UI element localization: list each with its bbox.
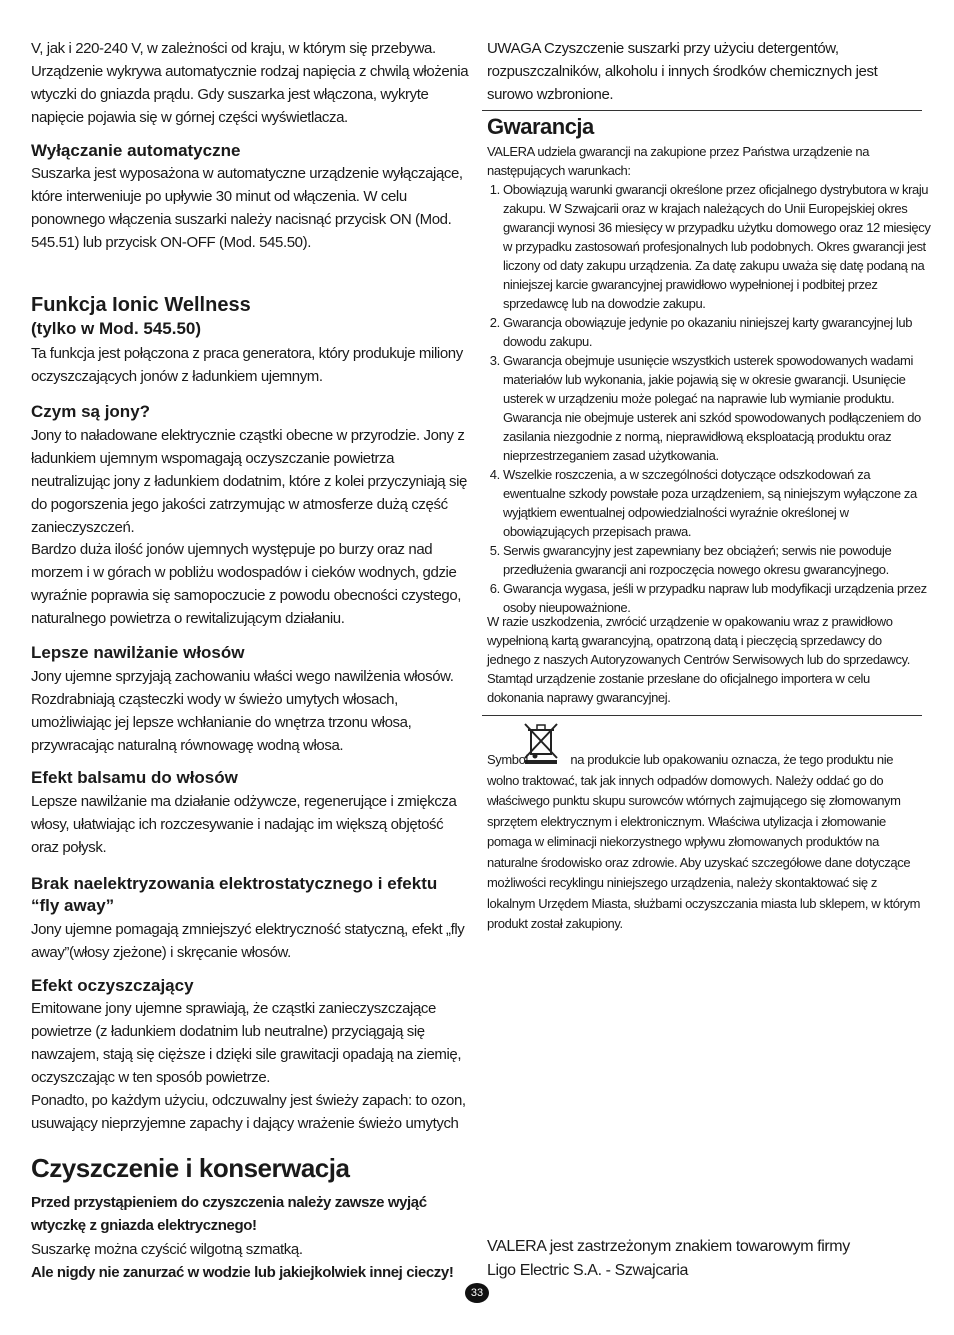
nawilz-heading: Lepsze nawilżanie włosów	[31, 643, 245, 662]
brak-text: Jony ujemne pomagają zmniejszyć elektryczność statyczną, efekt „fly away”(włosy zjeżone) i skręcanie włosów.	[31, 921, 465, 961]
jony-heading: Czym są jony?	[31, 402, 151, 421]
warranty-intro: VALERA udziela gwarancji na zakupione przez Państwa urządzenie na następujących warunkach:	[487, 144, 870, 178]
warranty-item: 5. Serwis gwarancyjny jest zapewniany bez obciążeń; serwis nie powoduje przedłużenia gwarancji ani rozpoczęcia nowego okresu gwarancyjnego.	[503, 541, 933, 579]
intro-text: V, jak i 220-240 V, w zależności od kraju, w którym się przebywa. Urządzenie wykrywa automatycznie rodzaj napięcia z chwilą włożenia wtyczki do gniazda prądu. Gdy suszarka jest włączona, wykryte napięcie pojawia się w górnej części wyświetlacza.	[31, 40, 469, 126]
clean-warning-1: Przed przystąpieniem do czyszczenia należy zawsze wyjąć wtyczkę z gniazda elektrycznego!	[31, 1194, 427, 1234]
clean-warning-2: Ale nigdy nie zanurzać w wodzie lub jakiejkolwiek innej cieczy!	[31, 1264, 454, 1281]
clean-text: Suszarkę można czyścić wilgotną szmatką.	[31, 1241, 303, 1258]
balsam-heading: Efekt balsamu do włosów	[31, 768, 238, 787]
trademark-text: VALERA jest zastrzeżonym znakiem towarowym firmy Ligo Electric S.A. - Szwajcaria	[487, 1238, 850, 1279]
warranty-item: 4. Wszelkie roszczenia, a w szczególności dotyczące odszkodowań za ewentualne szkody powstałe poza urządzeniem, są niniejszym wyłączone za wyjątkiem ewentualnej odpowiedzialności wyraźnie określonej w obowiązujących przepisach prawa.	[503, 465, 933, 541]
jony-text-2: Bardzo duża ilość jonów ujemnych występuje po burzy oraz nad morzem i w górach w pobliżu wodospadów i cieków wodnych, gdzie wyraźnie poprawia się samopoczucie z powodu obecności czystego, naturalnego powietrza o rewitalizującym działaniu.	[31, 541, 462, 627]
warranty-item: 3. Gwarancja obejmuje usunięcie wszystkich usterek spowodowanych wadami materiałów lub wykonania, jakie pojawią się w okresie gwarancji. Usunięcie usterek w urządzeniu może polegać na naprawie lub wymianie produktu. Gwarancja nie obejmuje usterek ani szkód spowodowanych podłączeniem do zasilania niezgodnie z normą, nieprawidłową eksploatacją produktu oraz nieprzestrzeganiem zasad użytkowania.	[503, 351, 933, 465]
page-number-badge: 33	[465, 1283, 489, 1303]
nawilz-text: Jony ujemne sprzyjają zachowaniu właści wego nawilżenia włosów. Rozdrabniają cząsteczki wody w świeżo umytych włosach, umożliwiając jej lepsze wchłanianie do wnętrza trzonu włosa, przywracając naturalną równowagę wodną włosa.	[31, 668, 454, 754]
warranty-heading: Gwarancja	[487, 114, 594, 139]
warranty-item: 1. Obowiązują warunki gwarancji określone przez oficjalnego dystrybutora w kraju zakupu. W Szwajcarii oraz w krajach należących do Unii Europejskiej okres gwarancji wynosi 36 miesięcy w przypadku użytku domowego oraz 12 miesięcy w przypadku zastosowań profesjonalnych lub podobnych. Okres gwarancji jest liczony od daty zakupu urządzenia. Za datę zakupu uważa się datę podaną na niniejszej karcie gwarancyjnej prawidłowo wypełnionej i podbitej przez sprzedawcę lub na dowodzie zakupu.	[503, 180, 933, 313]
oczysz-heading: Efekt oczyszczający	[31, 976, 194, 995]
oczysz-text-1: Emitowane jony ujemne sprawiają, że cząstki zanieczyszczające powietrze (z ładunkiem dodatnim lub neutralne) przyciągają się nawzajem, stają się cięższe i dzięki sile grawitacji opadają na ziemię, oczyszczając w ten sposób powietrze.	[31, 1000, 462, 1086]
warranty-item: 6. Gwarancja wygasa, jeśli w przypadku napraw lub modyfikacji urządzenia przez osoby nieupoważnione.	[503, 579, 933, 617]
divider-middle	[482, 715, 922, 716]
uwaga-text: UWAGA Czyszczenie suszarki przy użyciu detergentów, rozpuszczalników, alkoholu i innych środków chemicznych jest surowo wzbronione.	[487, 40, 878, 103]
oczysz-text-2: Ponadto, po każdym użyciu, odczuwalny jest świeży zapach: to ozon, usuwający nieprzyjemne zapachy i dający wrażenie świeżo umytych	[31, 1092, 466, 1132]
brak-heading: Brak naelektryzowania elektrostatycznego i efektu “fly away”	[31, 874, 438, 915]
warranty-list	[487, 180, 933, 617]
clean-heading: Czyszczenie i konserwacja	[31, 1153, 350, 1183]
auto-text: Suszarka jest wyposażona w automatyczne urządzenie wyłączające, które interweniuje po upływie 30 minut od włączenia. W celu ponownego włączenia suszarki należy nacisnąć przycisk ON (Mod. 545.51) lub przycisk ON-OFF (Mod. 545.50).	[31, 165, 463, 251]
weee-paragraph	[487, 750, 925, 935]
ionic-heading: Funkcja Ionic Wellness	[31, 294, 251, 316]
jony-text-1: Jony to naładowane elektrycznie cząstki obecne w przyrodzie. Jony z ładunkiem ujemnym wspomagają oczyszczanie powietrza neutralizując jony z ładunkiem dodatnim, które z kolei przyczyniają się do pogorszenia jego jakości zatrzymując w atmosferze dużą część zanieczyszczeń.	[31, 427, 467, 536]
auto-heading: Wyłączanie automatyczne	[31, 141, 241, 160]
symbol-word: Symbol	[487, 752, 528, 767]
ionic-subheading: (tylko w Mod. 545.50)	[31, 319, 202, 338]
ionic-text: Ta funkcja jest połączona z praca generatora, który produkuje miliony oczyszczających jonów z ładunkiem ujemnym.	[31, 345, 463, 385]
warranty-item: 2. Gwarancja obowiązuje jedynie po okazaniu niniejszej karty gwarancyjnej lub dowodu zakupu.	[503, 313, 933, 351]
warranty-outro: W razie uszkodzenia, zwrócić urządzenie w opakowaniu wraz z prawidłowo wypełnioną kartą gwarancyjną, opatrzoną datą i pieczęcią sprzedawcy do jednego z naszych Autoryzowanych Centrów Serwisowych lub do sprzedawcy. Stamtąd urządzenie zostanie przesłane do oficjalnego importera w celu dokonania naprawy gwarancyjnej.	[487, 614, 910, 705]
balsam-text: Lepsze nawilżanie ma działanie odżywcze, regenerujące i zmiękcza włosy, ułatwiając ich rozczesywanie i nadając im większą objętość oraz połysk.	[31, 793, 457, 856]
divider-top	[482, 110, 922, 111]
symbol-text: na produkcie lub opakowaniu oznacza, że tego produktu nie wolno traktować, tak jak innych odpadów domowych. Należy oddać go do właściwego punktu skupu surowców wtórnych zajmującego się złomowanym sprzętem elektrycznym i elektronicznym. Właściwa utylizacja i złomowanie pomaga w eliminacji niekorzystnego wpływu złomowanych produktów na naturalne środowisko oraz zdrowie. Aby uzyskać szczegółowe dane dotyczące możliwości recyklingu niniejszego urządzenia, należy skontaktować się z lokalnym Urzędem Miasta, służbami oczyszczania miasta lub sklepem, w którym produkt został zakupiony.	[487, 752, 921, 931]
